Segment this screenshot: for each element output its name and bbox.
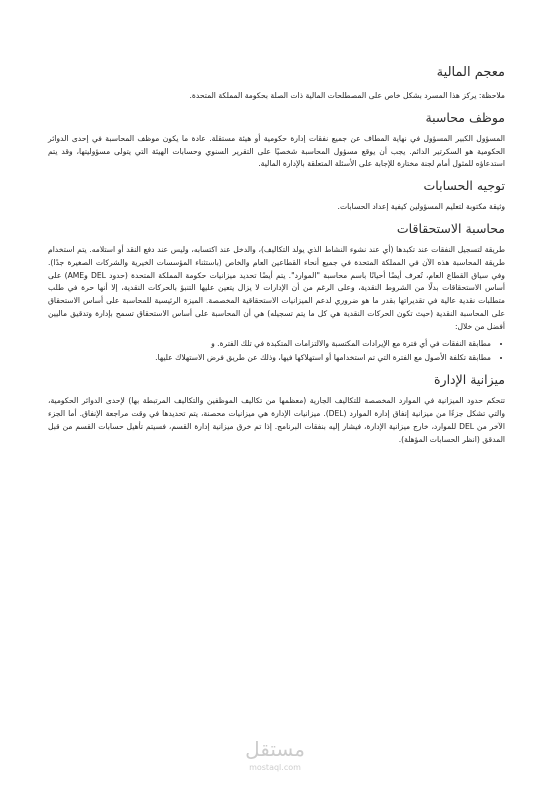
watermark-latin-text: mostaql.com [249, 763, 301, 772]
section-heading: توجيه الحسابات [423, 178, 505, 194]
section-heading: محاسبة الاستحقاقات [396, 220, 505, 236]
bullet-list [48, 338, 505, 366]
mostaql-watermark-logo [200, 734, 350, 774]
document-note: ملاحظة: يركز هذا المسرد بشكل خاص على المصطلحات المالية ذات الصلة بحكومة المملكة المتحدة. [189, 91, 505, 100]
section-accruals-accounting [48, 220, 505, 365]
bullet-item: • مطابقة تكلفة الأصول مع الفترة التي تم استخدامها أو استهلاكها فيها، وذلك عن طريق فرض الاستهلاك عليها. [48, 352, 491, 365]
section-heading: موظف محاسبة [425, 109, 505, 125]
section-paragraph: تتحكم حدود الميزانية في الموارد المخصصة للتكاليف الجارية (معظمها من تكاليف الموظفين والتكاليف المرتبطة بها) لإحدى الدوائر الحكومية، والتي تشكل جزءًا من ميزانية إنفاق إدارة الموارد (DEL). ميزانيات الإدارة هي ميزانيات محصنة، يتم تحديدها في وقت مراجعة الإنفاق. أما الجزء الآخر من DEL للموارد، خارج ميزانية الإدارة، فيشار إليه بنفقات البرنامج. إذا تم خرق ميزانية إدارة القسم، فسيتم تأهيل حسابات القسم من قبل المدقق (انظر الحسابات المؤهلة). [48, 396, 505, 444]
bullet-item: • مطابقة النفقات في أي فترة مع الإيرادات المكتسبة والالتزامات المتكبدة في تلك الفترة. و [48, 338, 491, 351]
section-heading: ميزانية الإدارة [434, 372, 505, 388]
section-accounts-direction [48, 177, 505, 214]
watermark-arabic-text: مستقل [245, 737, 305, 761]
section-paragraph: المسؤول الكبير المسؤول في نهاية المطاف عن جميع نفقات إدارة حكومية أو هيئة مستقلة. عادة ما يكون موظف المحاسبة في إحدى الدوائر الحكومية هو السكرتير الدائم. يجب أن يوقع مسؤول المحاسبة شخصيًا على التقرير السنوي وحسابات الهيئة التي يتولى مسؤوليتها، وقد يتم استدعاؤه للمثول أمام لجنة مختارة للإجابة على الأسئلة المتعلقة بالإدارة المالية. [48, 133, 505, 169]
section-paragraph: وثيقة مكتوبة لتعليم المسؤولين كيفية إعداد الحسابات. [337, 202, 505, 212]
section-administration-budget [48, 371, 505, 446]
section-accounting-officer [48, 109, 505, 171]
section-paragraph: طريقة لتسجيل النفقات عند تكبدها (أي عند نشوء النشاط الذي يولد التكاليف)، والدخل عند اكتسابه، وليس عند دفع النقد أو استلامه. يتم استخدام طريقة المحاسبة هذه الآن في المملكة المتحدة في جميع أنحاء القطاعين العام والخاص (باستثناء المؤسسات الخيرية والشركات الصغيرة جدًا). وفي سياق القطاع العام، تُعرف أيضًا أحيانًا باسم محاسبة "الموارد". يتم أيضًا تحديد ميزانيات حكومة المملكة المتحدة (حدود DEL وAME) على أساس الاستحقاقات بدلًا من الشروط النقدية، وعلى الرغم من أن الإدارات لا يزال يتعين عليها التنبؤ بالحركات النقدية، إلا أنها حرة في طلب متطلبات نقدية عالية في تقديراتها بقدر ما هو ضروري لدعم الميزانيات الاستحقاقية المخصصة. الميزة الرئيسية للمحاسبة على أساس الاستحقاق على المحاسبة النقدية (حيث تكون الحركات النقدية هي كل ما يتم تسجيله) هي أن المحاسبة على أساس الاستحقاق تسمح بإدارة وتدقيق ماليين أفضل من خلال: [48, 244, 505, 331]
document-title: معجم المالية [436, 65, 505, 80]
